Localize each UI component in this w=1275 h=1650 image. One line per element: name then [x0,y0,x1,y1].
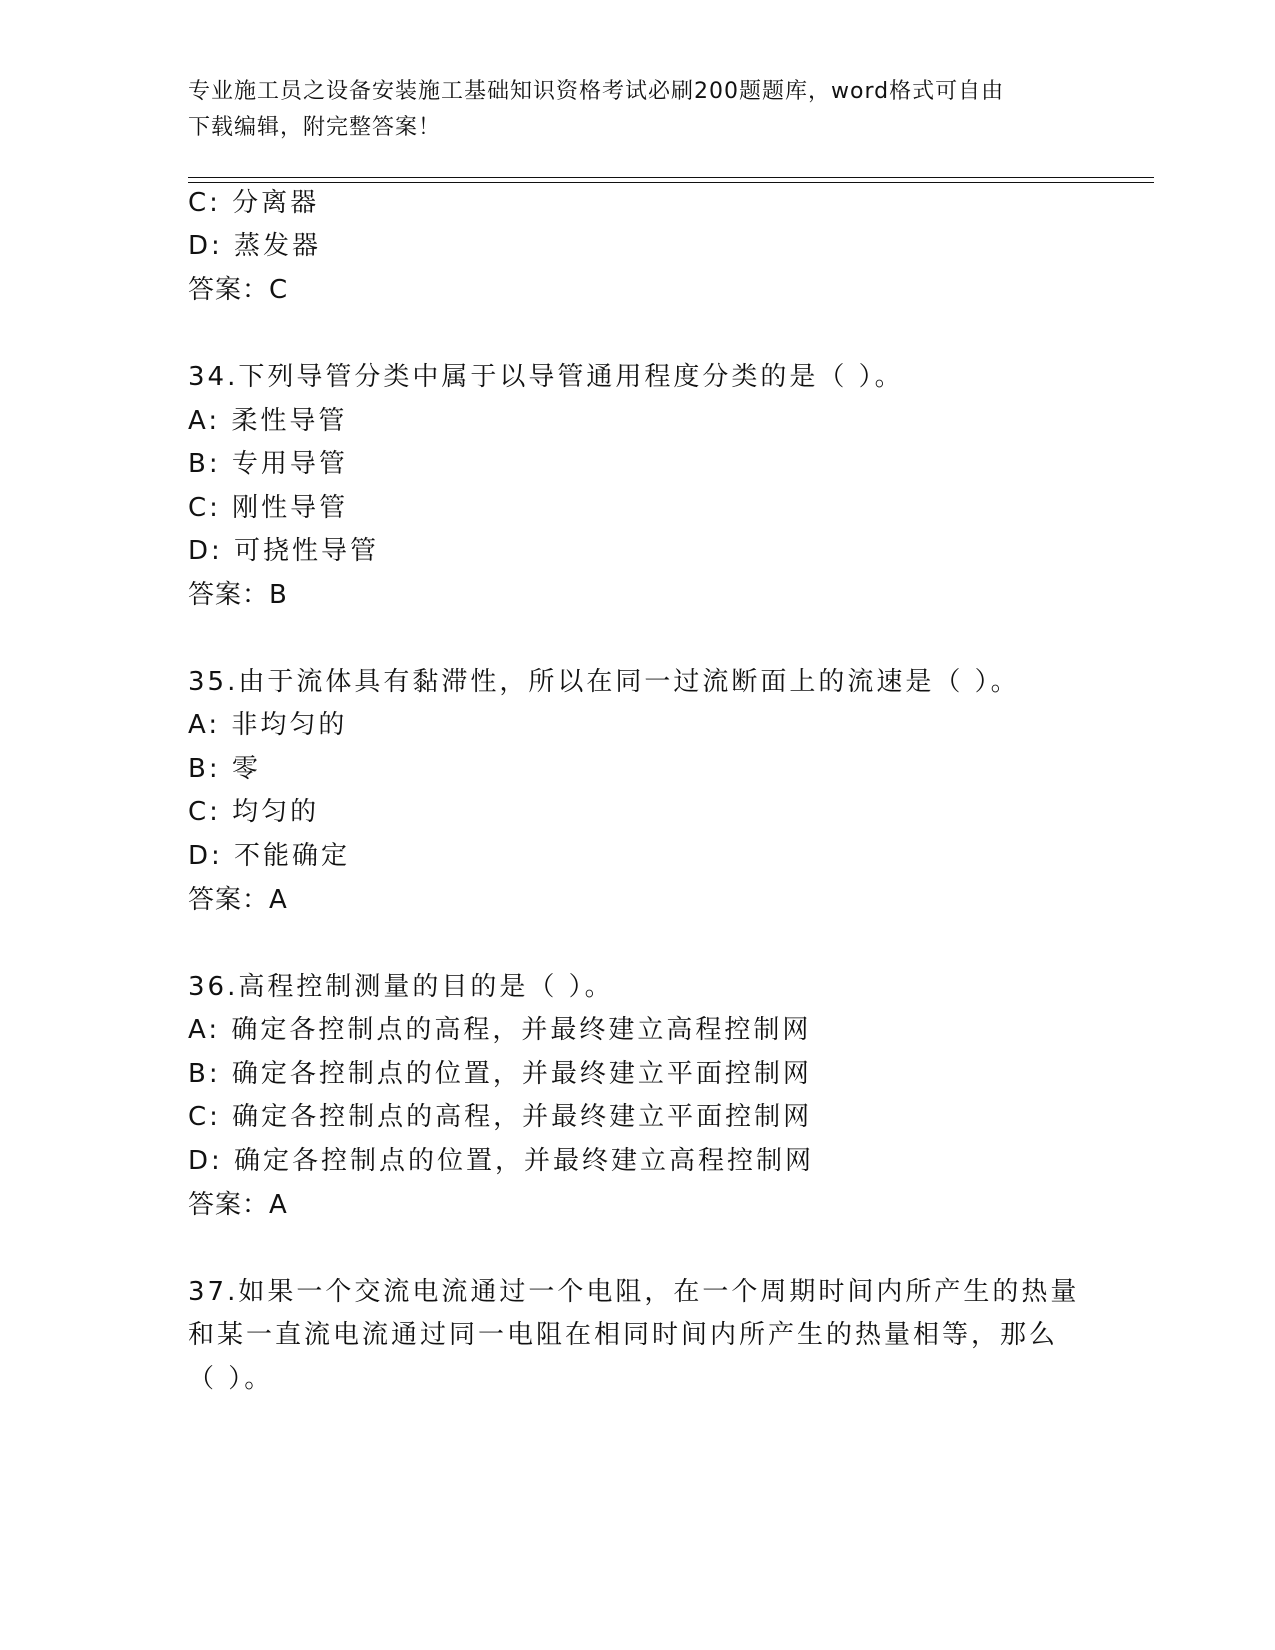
q36-answer: 答案：A [188,1190,288,1220]
q34-option-a: A: 柔性导管 [188,406,348,436]
header-divider-top [188,177,1154,178]
header-divider-bottom [188,182,1154,183]
header-line-1: 专业施工员之设备安装施工基础知识资格考试必刷200题题库，word格式可自由 [188,79,1005,104]
q37-stem-line-1: 37.如果一个交流电流通过一个电阻，在一个周期时间内所产生的热量 [188,1277,1080,1307]
q35-option-a: A: 非均匀的 [188,710,348,740]
q37-stem-line-3: （ ）。 [188,1364,274,1394]
q34-option-c: C: 刚性导管 [188,493,349,523]
q36-stem: 36.高程控制测量的目的是（ ）。 [188,972,614,1002]
q35-stem: 35.由于流体具有黏滞性，所以在同一过流断面上的流速是（ ）。 [188,667,1020,697]
q35-option-d: D: 不能确定 [188,841,351,871]
q34-option-b: B: 专用导管 [188,449,348,479]
q35-option-c: C: 均匀的 [188,797,320,827]
q36-option-c: C: 确定各控制点的高程，并最终建立平面控制网 [188,1102,813,1132]
q35-answer: 答案：A [188,885,288,915]
q34-stem: 34.下列导管分类中属于以导管通用程度分类的是（ ）。 [188,362,904,392]
prev-option-d: D: 蒸发器 [188,231,322,261]
q34-option-d: D: 可挠性导管 [188,536,380,566]
document-header [188,74,1088,146]
q34-answer: 答案：B [188,580,288,610]
q35-option-b: B: 零 [188,754,261,784]
q36-option-d: D: 确定各控制点的位置，并最终建立高程控制网 [188,1146,815,1176]
prev-answer: 答案：C [188,275,289,305]
prev-option-c: C: 分离器 [188,188,320,218]
q36-option-a: A: 确定各控制点的高程，并最终建立高程控制网 [188,1015,812,1045]
q36-option-b: B: 确定各控制点的位置，并最终建立平面控制网 [188,1059,812,1089]
header-line-2: 下载编辑，附完整答案！ [188,115,442,140]
q37-stem-line-2: 和某一直流电流通过同一电阻在相同时间内所产生的热量相等，那么 [188,1320,1059,1350]
